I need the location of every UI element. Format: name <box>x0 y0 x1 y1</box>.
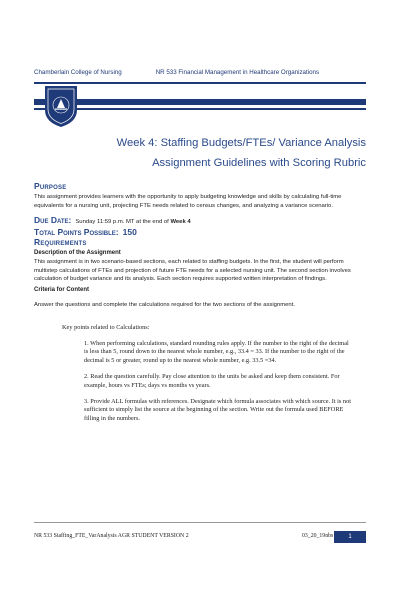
total-points-row <box>34 227 366 237</box>
document-title: Week 4: Staffing Budgets/FTEs/ Variance Analysis <box>116 137 366 149</box>
key-points-heading: Key points related to Calculations: <box>62 323 150 331</box>
purpose-text: This assignment provides learners with the opportunity to apply budgeting knowledge and skills by calculating full-time equivalents for a nursing unit, projecting FTE needs related to census changes, and analyzing a variance scenario. <box>34 194 342 209</box>
document-subtitle: Assignment Guidelines with Scoring Rubric <box>152 157 366 169</box>
key-point-item: 3. Provide ALL formulas with references. Designate which formula associates with which source. It is not sufficient to simply list the source at the beginning of the section. Write out the formula used BEFORE filling in the numbers. <box>84 398 351 422</box>
document-body <box>34 181 366 423</box>
chamberlain-seal-logo <box>43 84 79 128</box>
purpose-heading: Purpose <box>34 181 67 191</box>
footer-doc-id: NR 533 Staffing_FTE_VarAnalysis AGR STUDENT VERSION 2 <box>34 533 189 539</box>
key-point-item: 1. When performing calculations, standard rounding rules apply. If the number to the right of the decimal is less than 5, round down to the nearest whole number, e.g., 33.4 = 33. If the number to the right of the decimal is 5 or greater, round up to the nearest whole number, e.g. 33.5 =34. <box>84 339 349 364</box>
course-name: NR 533 Financial Management in Healthcare Organizations <box>155 69 320 76</box>
due-date-value <box>75 219 190 225</box>
description-text: This assignment is in two scenario-based sections, each related to staffing budgets. In the first, the student will perform multistep calculations of FTEs and projection of future FTE needs for a selected nursing unit. The second section involves calculation of budget variance and its analysis. Each section requires supported written interpretation of findings. <box>34 259 351 283</box>
page-footer <box>34 531 366 543</box>
total-points-value: 150 <box>122 227 137 238</box>
key-point-item: 2. Read the question carefully. Pay close attention to the units be asked and keep them consistent. For example, hours vs FTEs; days vs months vs years. <box>84 373 340 389</box>
due-date-text: Sunday 11:59 p.m. MT at the end of <box>75 219 169 226</box>
page-number: 1 <box>334 531 366 543</box>
header-band-thin <box>34 108 366 110</box>
requirements-heading: Requirements <box>34 237 87 248</box>
footer-rule <box>34 522 366 523</box>
page-header <box>34 69 366 76</box>
school-name: Chamberlain College of Nursing <box>34 69 122 76</box>
header-rule <box>34 82 366 84</box>
criteria-heading: Criteria for Content <box>34 286 90 293</box>
due-date-label: Due Date: <box>34 215 72 226</box>
footer-date-code: 03_20_19nbs <box>302 533 334 539</box>
due-date-week: Week 4 <box>170 219 191 226</box>
header-band <box>34 99 366 105</box>
description-heading: Description of the Assignment <box>34 250 121 257</box>
due-date-row <box>34 215 366 225</box>
criteria-text: Answer the questions and complete the calculations required for the two sections of the assignment. <box>34 301 295 308</box>
total-points-label: Total Points Possible: <box>34 227 119 238</box>
